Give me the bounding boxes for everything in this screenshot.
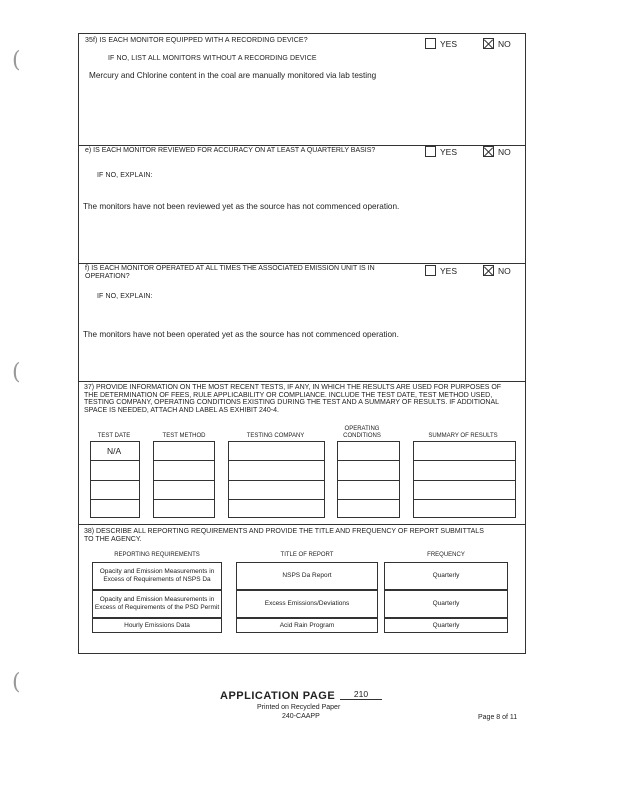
answer-35f: Mercury and Chlorine content in the coal are manually monitored via lab testing — [89, 71, 377, 80]
yes-label: YES — [440, 266, 458, 276]
test-method-column — [153, 441, 215, 518]
table-row — [229, 499, 324, 500]
no-checkbox-e[interactable] — [483, 146, 494, 157]
operating-conditions-column — [337, 441, 400, 518]
punch-hole-mark: ( — [12, 670, 21, 695]
application-page-title: APPLICATION PAGE — [220, 690, 336, 702]
column-header-testing-company: TESTING COMPANY — [246, 433, 305, 439]
summary-of-results-column — [413, 441, 516, 518]
answer-f: The monitors have not been operated yet as the source has not commenced operation. — [83, 330, 399, 339]
yes-checkbox-e[interactable] — [425, 146, 436, 157]
column-header-frequency: FREQUENCY — [427, 552, 465, 558]
table-row — [338, 480, 399, 481]
no-label: NO — [498, 39, 511, 49]
instruction-35f: IF NO, LIST ALL MONITORS WITHOUT A RECORDING DEVICE — [108, 55, 317, 62]
testing-company-column — [228, 441, 325, 518]
no-checkbox-f[interactable] — [483, 265, 494, 276]
question-37: 37) PROVIDE INFORMATION ON THE MOST RECENT TESTS, IF ANY, IN WHICH THE RESULTS ARE USED FOR PURPOSES OF THE DETERMINATION OF FEES, RULE APPLICABILITY OR COMPLIANCE. INCLUDE THE TEST DATE, TEST METHOD USED, TESTING COMPANY, OPERATING CONDITIONS EXISTING DURING THE TEST AND A SUMMARY OF RESULTS. IF ADDITIONAL SPACE IS NEEDED, ATTACH AND LABEL AS EXHIBIT 240-4. — [84, 384, 502, 414]
requirement-cell: Opacity and Emission Measurements in Excess of Requirements of NSPS Da — [92, 562, 222, 590]
table-row — [229, 480, 324, 481]
section-divider — [78, 145, 526, 146]
question-e: e) IS EACH MONITOR REVIEWED FOR ACCURACY ON AT LEAST A QUARTERLY BASIS? — [85, 147, 376, 154]
table-row — [91, 480, 139, 481]
report-title-cell: NSPS Da Report — [236, 562, 378, 590]
table-row — [154, 460, 214, 461]
requirement-cell: Hourly Emissions Data — [92, 618, 222, 633]
punch-hole-mark: ( — [12, 360, 21, 385]
column-header-summary-of-results: SUMMARY OF RESULTS — [428, 433, 498, 439]
column-header-test-method: TEST METHOD — [162, 433, 206, 439]
column-header-test-date: TEST DATE — [97, 433, 131, 439]
test-date-column — [90, 441, 140, 518]
table-row — [414, 499, 515, 500]
frequency-cell: Quarterly — [384, 618, 508, 633]
no-label: NO — [498, 147, 511, 157]
requirement-cell: Opacity and Emission Measurements in Excess of Requirements of the PSD Permit — [92, 590, 222, 618]
section-divider — [78, 381, 526, 382]
no-checkbox-35f[interactable] — [483, 38, 494, 49]
table-row — [338, 460, 399, 461]
table-row — [229, 460, 324, 461]
column-header-title-of-report: TITLE OF REPORT — [280, 552, 334, 558]
punch-hole-mark: ( — [12, 48, 21, 73]
table-row — [414, 480, 515, 481]
frequency-cell: Quarterly — [384, 590, 508, 618]
table-row — [154, 480, 214, 481]
section-divider — [78, 524, 526, 525]
question-38: 38) DESCRIBE ALL REPORTING REQUIREMENTS AND PROVIDE THE TITLE AND FREQUENCY OF REPORT SUBMITTALS TO THE AGENCY. — [84, 528, 484, 543]
question-35f: 35f) IS EACH MONITOR EQUIPPED WITH A RECORDING DEVICE? — [85, 37, 308, 44]
no-label: NO — [498, 266, 511, 276]
question-f: f) IS EACH MONITOR OPERATED AT ALL TIMES THE ASSOCIATED EMISSION UNIT IS IN OPERATION? — [85, 265, 375, 280]
recycled-paper-note: Printed on Recycled Paper — [257, 704, 341, 711]
instruction-e: IF NO, EXPLAIN: — [97, 172, 153, 179]
table-row — [91, 499, 139, 500]
table-row — [338, 499, 399, 500]
table-row — [154, 499, 214, 500]
yes-checkbox-f[interactable] — [425, 265, 436, 276]
column-header-operating-conditions: OPERATING CONDITIONS — [343, 426, 381, 439]
instruction-f: IF NO, EXPLAIN: — [97, 293, 153, 300]
table-row — [414, 460, 515, 461]
page-of-indicator: Page 8 of 11 — [478, 714, 518, 721]
report-title-cell: Excess Emissions/Deviations — [236, 590, 378, 618]
frequency-cell: Quarterly — [384, 562, 508, 590]
report-title-cell: Acid Rain Program — [236, 618, 378, 633]
section-divider — [78, 263, 526, 264]
yes-label: YES — [440, 39, 458, 49]
yes-checkbox-35f[interactable] — [425, 38, 436, 49]
na-cell: N/A — [107, 446, 122, 456]
form-frame — [78, 33, 526, 654]
answer-e: The monitors have not been reviewed yet as the source has not commenced operation. — [83, 202, 400, 211]
application-page-number: 210 — [340, 689, 382, 700]
yes-label: YES — [440, 147, 458, 157]
table-row — [91, 460, 139, 461]
form-code: 240-CAAPP — [282, 713, 320, 720]
column-header-reporting-requirements: REPORTING REQUIREMENTS — [114, 552, 200, 558]
